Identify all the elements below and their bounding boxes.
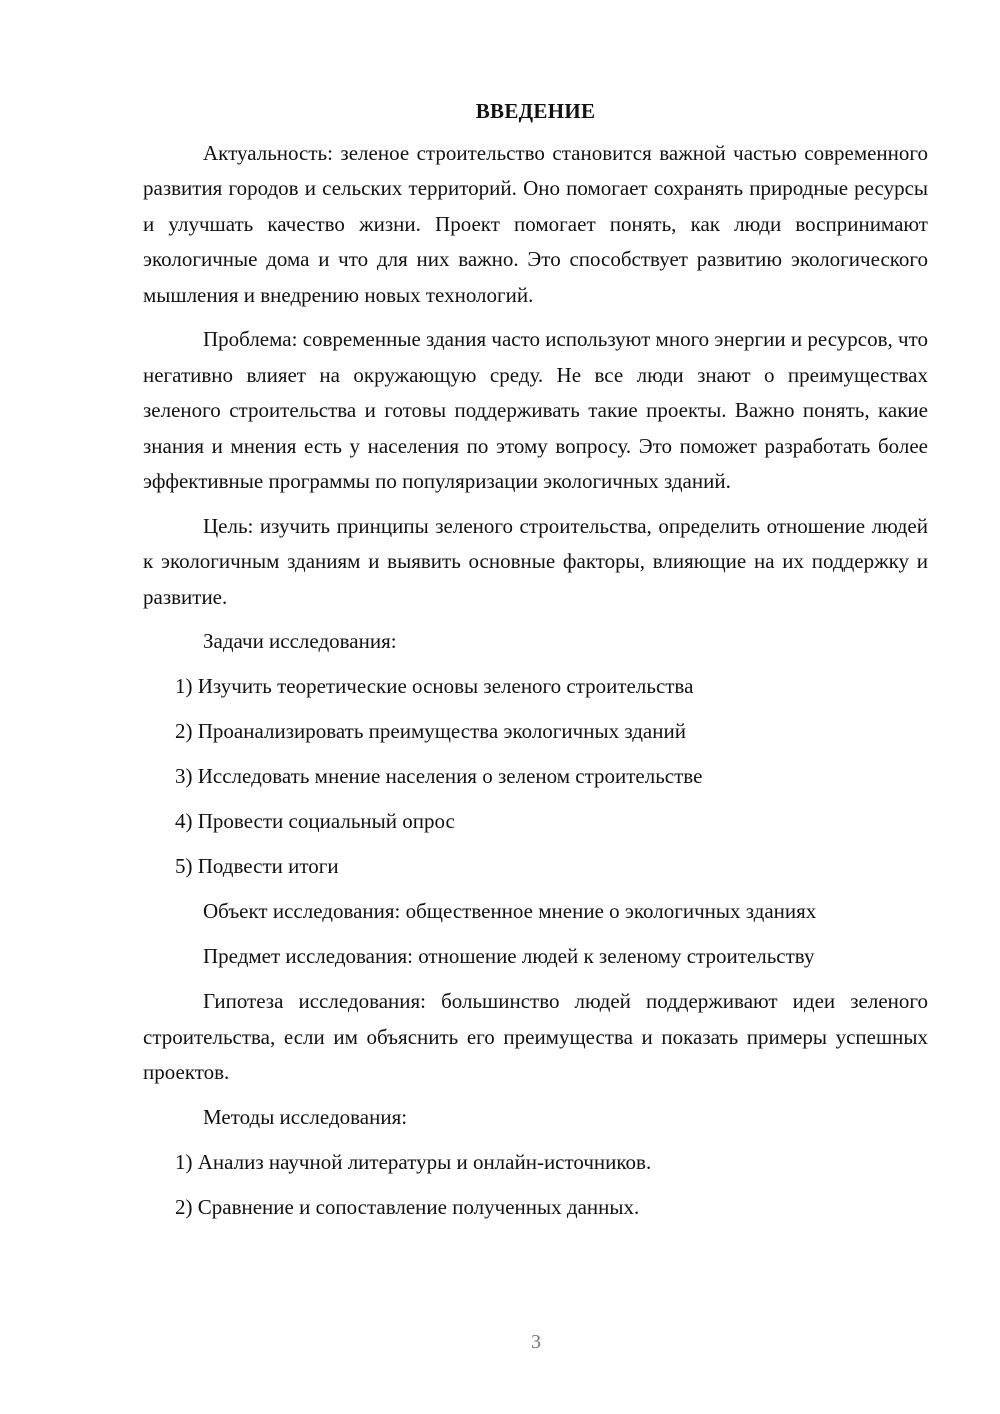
page-number: 3 (531, 1331, 541, 1353)
hypothesis-paragraph: Гипотеза исследования: большинство людей поддерживают идеи зеленого строительства, если им объяснить его преимущества и показать примеры успешных проектов. (143, 989, 928, 1084)
relevance-paragraph: Актуальность: зеленое строительство становится важной частью современного развития городов и сельских территорий. Оно помогает сохранять природные ресурсы и улучшать качество жизни. Проект помогает понять, как люди воспринимают экологичные дома и что для них важно. Это способствует развитию экологического мышления и внедрению новых технологий. (143, 140, 928, 307)
method-item-1: 1) Анализ научной литературы и онлайн-источников. (175, 1149, 652, 1174)
task-item-3: 3) Исследовать мнение населения о зеленом строительстве (175, 764, 703, 788)
method-item-2: 2) Сравнение и сопоставление полученных данных. (175, 1194, 640, 1219)
task-item-2: 2) Проанализировать преимущества экологичных зданий (175, 719, 686, 743)
methods-heading: Методы исследования: (203, 1104, 408, 1129)
section-title: ВВЕДЕНИЕ (475, 99, 596, 123)
task-item-4: 4) Провести социальный опрос (175, 809, 455, 833)
page-content (143, 94, 928, 1235)
research-subject: Предмет исследования: отношение людей к зеленому строительству (203, 944, 815, 968)
research-object: Объект исследования: общественное мнение о экологичных зданиях (203, 899, 817, 923)
problem-paragraph: Проблема: современные здания часто используют много энергии и ресурсов, что негативно влияет на окружающую среду. Не все люди знают о преимуществах зеленого строительства и готовы поддерживать такие проекты. Важно понять, какие знания и мнения есть у населения по этому вопросу. Это поможет разработать более эффективные программы по популяризации экологичных зданий. (143, 327, 928, 493)
tasks-heading: Задачи исследования: (203, 629, 397, 653)
goal-paragraph: Цель: изучить принципы зеленого строительства, определить отношение людей к экологичным зданиям и выявить основные факторы, влияющие на их поддержку и развитие. (143, 513, 928, 609)
task-item-1: 1) Изучить теоретические основы зеленого строительства (175, 674, 694, 698)
task-item-5: 5) Подвести итоги (175, 854, 339, 878)
